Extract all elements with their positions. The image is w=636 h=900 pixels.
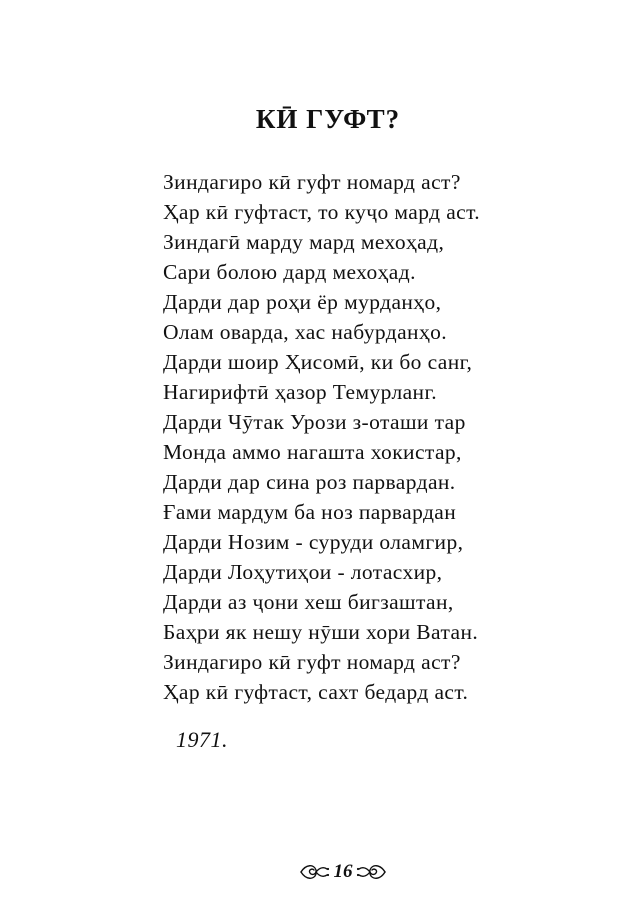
page-number: 16 (333, 861, 353, 882)
poem-title: КӢ ГУФТ? (255, 104, 401, 134)
poem-line: Дарди дар роҳи ёр мурданҳо, (163, 290, 442, 314)
poem-line: Монда аммо нагашта хокистар, (163, 440, 462, 464)
poem-body (163, 167, 480, 707)
page-number-ornament (298, 858, 388, 886)
poem-line: Олам оварда, хас набурданҳо. (163, 320, 448, 344)
poem-line: Дарди шоир Ҳисомӣ, ки бо санг, (163, 350, 473, 374)
poem-line: Зиндагиро кӣ гуфт номард аст? (163, 170, 461, 194)
poem-line: Зиндагиро кӣ гуфт номард аст? (163, 650, 461, 674)
poem-line: Дарди Нозим - суруди оламгир, (163, 530, 464, 554)
poem-line: Дарди аз ҷони хеш бигзаштан, (163, 590, 454, 614)
poem-line: Ғами мардум ба ноз парвардан (163, 500, 457, 524)
poem-line: Дарди Чӯтак Урози з-оташи тар (163, 410, 466, 434)
poem-line: Ҳар кӣ гуфтаст, то куҷо мард аст. (163, 200, 481, 224)
poem-date: 1971. (176, 727, 228, 752)
poem-line: Нагирифтӣ ҳазор Темурланг. (163, 380, 438, 404)
poem-line: Дарди Лоҳутиҳои - лотасхир, (163, 560, 443, 584)
poem-line: Дарди дар сина роз парвардан. (163, 470, 456, 494)
poem-line: Баҳри як нешу нӯши хори Ватан. (163, 620, 479, 644)
poem-line: Сари болою дард мехоҳад. (163, 260, 416, 284)
poem-line: Ҳар кӣ гуфтаст, сахт бедард аст. (163, 680, 469, 704)
poem-line: Зиндагӣ марду мард мехоҳад, (163, 230, 445, 254)
